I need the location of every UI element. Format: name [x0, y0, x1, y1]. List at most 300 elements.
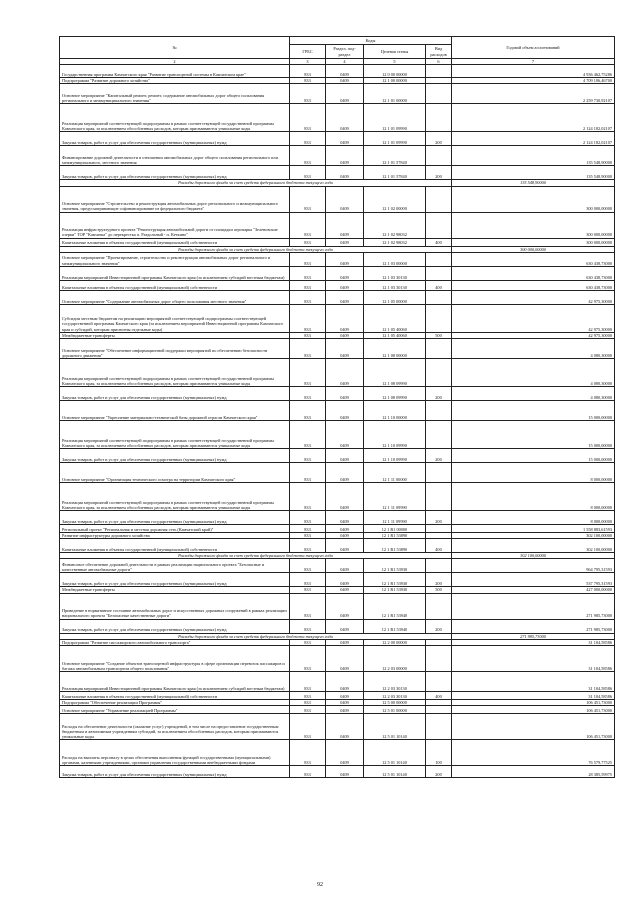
table-row — [60, 238, 615, 246]
row-target-article: 12 1 01 00000 — [364, 84, 426, 104]
row-amount: 300 000,00000 — [452, 186, 615, 212]
row-description: Подпрограмма "Развитие пассажирского автомобильного транспорта" — [60, 639, 290, 645]
row-expense-type: 500 — [426, 332, 452, 338]
row-target-article: 12 1 R1 53940 — [364, 593, 426, 619]
row-target-article: 12 1 11 09990 — [364, 483, 426, 511]
row-section: 0409 — [326, 238, 364, 246]
row-target-article: 12 1 10 00000 — [364, 401, 426, 421]
row-amount: 76 579,77525 — [452, 740, 615, 766]
row-amount: 302 100,00000 — [452, 539, 615, 553]
row-amount: 31 104,58586 — [452, 646, 615, 672]
row-expense-type: 200 — [426, 166, 452, 180]
row-expense-type: 500 — [426, 587, 452, 593]
table-row — [60, 573, 615, 587]
row-expense-type: 200 — [426, 766, 452, 778]
row-amount: 31 104,58586 — [452, 692, 615, 700]
table-row — [60, 421, 615, 449]
road-fund-note-text: Расходы дорожного фонда за счет средств федерального бюджета текущего года — [60, 633, 452, 639]
row-grbs: 833 — [290, 359, 326, 387]
row-grbs: 833 — [290, 132, 326, 146]
row-description: Закупка товаров, работ и услуг для обеспечения государственных (муниципальных) нужд — [60, 511, 290, 525]
table-row — [60, 401, 615, 421]
column-number: 7 — [452, 59, 615, 65]
row-amount: 2 124 182,02107 — [452, 132, 615, 146]
row-amount: 4 080,30000 — [452, 359, 615, 387]
row-amount: 135 548,90000 — [452, 146, 615, 166]
row-expense-type — [426, 186, 452, 212]
row-expense-type: 200 — [426, 511, 452, 525]
row-section: 0409 — [326, 212, 364, 238]
row-grbs: 833 — [290, 483, 326, 511]
row-target-article: 12 1 08 09990 — [364, 387, 426, 401]
row-amount: 135 548,90000 — [452, 166, 615, 180]
row-grbs: 833 — [290, 700, 326, 706]
row-target-article: 12 5 00 00000 — [364, 700, 426, 706]
row-grbs: 833 — [290, 212, 326, 238]
row-amount: 8 000,00000 — [452, 483, 615, 511]
table-row — [60, 483, 615, 511]
row-amount: 15 000,00000 — [452, 449, 615, 463]
row-section: 0409 — [326, 463, 364, 483]
row-section: 0409 — [326, 132, 364, 146]
row-target-article: 12 1 R1 53890 — [364, 539, 426, 553]
row-description: Основное мероприятие "Содержание автомобильных дорог общего пользования местного значения" — [60, 290, 290, 304]
row-target-article: 12 1 R1 53930 — [364, 573, 426, 587]
row-grbs: 833 — [290, 104, 326, 132]
table-row — [60, 740, 615, 766]
row-description: Подпрограмма "Обеспечение реализации Программы" — [60, 700, 290, 706]
row-expense-type — [426, 252, 452, 266]
row-section: 0409 — [326, 706, 364, 714]
column-header-amount: Годовой объем ассигнований — [452, 37, 615, 59]
row-description: Реализация мероприятий соответствующей подпрограммы в рамках соответствующей государственной программы Камчатского края, за исключением обособленных расходов, которым присваиваются уникальные коды — [60, 359, 290, 387]
row-description: Капитальные вложения в объекты государственной (муниципальной) собственности — [60, 280, 290, 290]
row-target-article: 12 1 05 40060 — [364, 304, 426, 332]
row-grbs: 833 — [290, 539, 326, 553]
row-amount: 537 795,31593 — [452, 573, 615, 587]
row-section: 0409 — [326, 332, 364, 338]
row-description: Основное мероприятие "Управление реализацией Программы" — [60, 706, 290, 714]
row-target-article: 12 1 08 09990 — [364, 359, 426, 387]
row-amount: 2 124 182,02107 — [452, 104, 615, 132]
page-number: 92 — [317, 882, 323, 888]
row-expense-type — [426, 339, 452, 359]
column-number: 2 — [60, 59, 290, 65]
row-section: 0409 — [326, 619, 364, 633]
row-amount: 8 000,00000 — [452, 463, 615, 483]
row-grbs: 833 — [290, 186, 326, 212]
table-row — [60, 146, 615, 166]
road-fund-note-amount: 302 100,00000 — [452, 553, 615, 559]
row-description: Закупка товаров, работ и услуг для обеспечения государственных (муниципальных) нужд — [60, 449, 290, 463]
table-row — [60, 280, 615, 290]
column-number: 6 — [426, 59, 452, 65]
row-description: Реализация мероприятий соответствующей подпрограммы в рамках соответствующей государственной программы Камчатского края, за исключением обособленных расходов, которым присваиваются уникальные коды — [60, 421, 290, 449]
row-section: 0409 — [326, 65, 364, 78]
row-target-article: 12 1 02 00000 — [364, 186, 426, 212]
table-row — [60, 672, 615, 692]
row-expense-type — [426, 483, 452, 511]
row-expense-type — [426, 266, 452, 280]
row-description: Межбюджетные трансферты — [60, 332, 290, 338]
row-grbs: 833 — [290, 619, 326, 633]
row-amount: 630 438,73000 — [452, 252, 615, 266]
row-grbs: 833 — [290, 166, 326, 180]
row-description: Закупка товаров, работ и услуг для обеспечения государственных (муниципальных) нужд — [60, 619, 290, 633]
row-amount: 4 709 106,46700 — [452, 78, 615, 84]
road-fund-note-text: Расходы дорожного фонда за счет средств федерального бюджета текущего года — [60, 553, 452, 559]
row-target-article: 12 1 01 09990 — [364, 132, 426, 146]
row-description: Основное мероприятие "Проектирование, строительство и реконструкция автомобильных дорог регионального и межмуниципального значения" — [60, 252, 290, 266]
column-number: 4 — [326, 59, 364, 65]
row-expense-type: 200 — [426, 449, 452, 463]
table-row — [60, 166, 615, 180]
row-description: Государственная программа Камчатского края "Развитие транспортной системы в Камчатском крае" — [60, 65, 290, 78]
row-section: 0409 — [326, 304, 364, 332]
row-description: Финансирование дорожной деятельности в отношении автомобильных дорог общего пользования регионального или межмуниципального, местного значения — [60, 146, 290, 166]
table-row — [60, 387, 615, 401]
table-row — [60, 463, 615, 483]
table-row — [60, 186, 615, 212]
road-fund-note-text: Расходы дорожного фонда за счет средств федерального бюджета текущего года — [60, 180, 452, 186]
row-description: Основное мероприятие "Капитальный ремонт, ремонт, содержание автомобильных дорог общего пользования регионального и межмуниципального значения" — [60, 84, 290, 104]
row-expense-type — [426, 304, 452, 332]
row-grbs: 833 — [290, 449, 326, 463]
row-target-article: 12 1 11 09990 — [364, 511, 426, 525]
table-row — [60, 559, 615, 573]
row-expense-type — [426, 290, 452, 304]
row-target-article: 12 0 00 00000 — [364, 65, 426, 78]
row-description: Реализация инфраструктурного проекта "Реконструкция автомобильной дороги от площадки агропарка "Зеленовские озерки" ТОР "Камчатка" до перекрестка п. Раздольный - п. Кеткино" — [60, 212, 290, 238]
row-section: 0409 — [326, 573, 364, 587]
row-target-article: 12 1 11 00000 — [364, 463, 426, 483]
row-expense-type — [426, 421, 452, 449]
row-expense-type — [426, 593, 452, 619]
row-description: Закупка товаров, работ и услуг для обеспечения государственных (муниципальных) нужд — [60, 573, 290, 587]
row-expense-type — [426, 104, 452, 132]
row-grbs: 833 — [290, 593, 326, 619]
row-target-article: 12 5 01 10140 — [364, 766, 426, 778]
row-description: Реализация мероприятий Инвестиционной программы Камчатского края (за исключением субсидий местным бюджетам) — [60, 266, 290, 280]
road-fund-note-amount: 300 000,00000 — [452, 246, 615, 252]
row-section: 0409 — [326, 700, 364, 706]
row-section: 0409 — [326, 525, 364, 533]
row-target-article: 12 1 10 09990 — [364, 421, 426, 449]
row-section: 0409 — [326, 692, 364, 700]
row-grbs: 833 — [290, 646, 326, 672]
row-description: Реализация мероприятий Инвестиционной программы Камчатского края (за исключением субсидий местным бюджетам) — [60, 672, 290, 692]
table-row — [60, 646, 615, 672]
row-grbs: 833 — [290, 714, 326, 740]
column-number: 5 — [364, 59, 426, 65]
row-section: 0409 — [326, 339, 364, 359]
row-amount: 300 000,00000 — [452, 212, 615, 238]
row-target-article: 12 1 05 40060 — [364, 332, 426, 338]
row-section: 0409 — [326, 646, 364, 672]
row-expense-type — [426, 146, 452, 166]
table-row — [60, 65, 615, 78]
column-header-name — [60, 37, 290, 59]
row-grbs: 833 — [290, 290, 326, 304]
row-amount: 4 080,30000 — [452, 339, 615, 359]
row-target-article: 12 1 R1 53940 — [364, 619, 426, 633]
row-grbs: 833 — [290, 146, 326, 166]
row-grbs: 833 — [290, 573, 326, 587]
row-grbs: 833 — [290, 421, 326, 449]
row-grbs: 833 — [290, 84, 326, 104]
row-section: 0409 — [326, 166, 364, 180]
row-section: 0409 — [326, 421, 364, 449]
row-description: Развитие инфраструктуры дорожного хозяйства — [60, 533, 290, 539]
row-expense-type — [426, 525, 452, 533]
row-description: Подпрограмма "Развитие дорожного хозяйства" — [60, 78, 290, 84]
row-amount: 31 104,58586 — [452, 672, 615, 692]
row-target-article: 12 1 03 30130 — [364, 266, 426, 280]
row-grbs: 833 — [290, 280, 326, 290]
column-number: 3 — [290, 59, 326, 65]
row-amount: 28 385,59975 — [452, 766, 615, 778]
row-description: Капитальные вложения в объекты государственной (муниципальной) собственности — [60, 539, 290, 553]
row-section: 0409 — [326, 483, 364, 511]
row-description: Расходы на обеспечение деятельности (оказание услуг) учреждений, в том числе на предоставление государственным бюджетным и автономным учреждениям субсидий, за исключением обособленных расходов, которым присваиваются уникальные коды — [60, 714, 290, 740]
row-target-article: 12 2 03 30130 — [364, 672, 426, 692]
row-section: 0409 — [326, 252, 364, 266]
row-description: Финансовое обеспечение дорожной деятельности в рамках реализации национального проекта "Безопасные и качественные автомобильные дороги" — [60, 559, 290, 573]
table-row — [60, 266, 615, 280]
row-expense-type: 200 — [426, 387, 452, 401]
row-grbs: 833 — [290, 78, 326, 84]
row-section: 0409 — [326, 587, 364, 593]
column-header-codes: Коды — [290, 37, 452, 45]
road-fund-note-amount: 135 548,90000 — [452, 180, 615, 186]
column-header-target: Целевая статья — [364, 45, 426, 59]
column-header-grbs: ГРБС — [290, 45, 326, 59]
row-section: 0409 — [326, 78, 364, 84]
column-header-number-label: № — [172, 44, 177, 50]
row-target-article: 12 5 01 10140 — [364, 714, 426, 740]
row-expense-type — [426, 65, 452, 78]
row-amount: 2 259 730,92107 — [452, 84, 615, 104]
row-section: 0409 — [326, 511, 364, 525]
row-target-article: 12 2 03 30130 — [364, 692, 426, 700]
row-target-article: 12 5 01 00000 — [364, 706, 426, 714]
table-row — [60, 104, 615, 132]
row-target-article: 12 1 10 09990 — [364, 449, 426, 463]
row-description: Капитальные вложения в объекты государственной (муниципальной) собственности — [60, 238, 290, 246]
row-grbs: 833 — [290, 387, 326, 401]
table-row — [60, 84, 615, 104]
row-amount: 630 438,73000 — [452, 266, 615, 280]
row-target-article: 12 2 00 00000 — [364, 639, 426, 645]
table-row — [60, 766, 615, 778]
row-grbs: 833 — [290, 339, 326, 359]
row-description: Основное мероприятие "Укрепление материально-технической базы дорожной отрасли Камчатского края" — [60, 401, 290, 421]
row-target-article: 12 1 R1 00000 — [364, 525, 426, 533]
row-grbs: 833 — [290, 525, 326, 533]
row-amount: 42 975,30000 — [452, 304, 615, 332]
row-expense-type: 200 — [426, 619, 452, 633]
row-section: 0409 — [326, 266, 364, 280]
table-row — [60, 252, 615, 266]
row-expense-type — [426, 212, 452, 238]
row-amount: 630 438,73000 — [452, 280, 615, 290]
row-expense-type: 400 — [426, 539, 452, 553]
row-target-article: 12 1 02 98032 — [364, 212, 426, 238]
table-row — [60, 359, 615, 387]
row-description: Реализация мероприятий соответствующей подпрограммы в рамках соответствующей государственной программы Камчатского края, за исключением обособленных расходов, которым присваиваются уникальные коды — [60, 483, 290, 511]
row-amount: 300 000,00000 — [452, 238, 615, 246]
row-description: Основное мероприятие "Создание объектов транспортной инфраструктуры в сфере организации перевозок пассажиров и багажа автомобильным транспортом общего пользования" — [60, 646, 290, 672]
row-target-article: 12 1 03 30130 — [364, 280, 426, 290]
row-amount: 106 451,73000 — [452, 700, 615, 706]
table-body — [60, 65, 615, 778]
row-description: Закупка товаров, работ и услуг для обеспечения государственных (муниципальных) нужд — [60, 166, 290, 180]
row-section: 0409 — [326, 539, 364, 553]
row-amount: 302 100,00000 — [452, 533, 615, 539]
row-grbs: 833 — [290, 401, 326, 421]
row-description: Основное мероприятие "Обеспечение информационной поддержки мероприятий по обеспечению безопасности дорожного движения" — [60, 339, 290, 359]
row-grbs: 833 — [290, 304, 326, 332]
row-amount: 4 936 462,75286 — [452, 65, 615, 78]
table-row — [60, 692, 615, 700]
row-amount: 1 558 883,61593 — [452, 525, 615, 533]
row-target-article: 12 5 01 10140 — [364, 740, 426, 766]
row-target-article: 12 1 05 00000 — [364, 290, 426, 304]
row-description: Закупка товаров, работ и услуг для обеспечения государственных (муниципальных) нужд — [60, 387, 290, 401]
row-target-article: 12 1 03 00000 — [364, 252, 426, 266]
table-row — [60, 539, 615, 553]
column-header-section: Раздел, под-раздел — [326, 45, 364, 59]
row-target-article: 12 1 R1 53930 — [364, 587, 426, 593]
table-row — [60, 593, 615, 619]
row-expense-type — [426, 672, 452, 692]
row-target-article: 12 1 R1 53890 — [364, 533, 426, 539]
row-description: Основное мероприятие "Организация технического осмотра на территории Камчатского края" — [60, 463, 290, 483]
row-expense-type: 100 — [426, 740, 452, 766]
row-grbs: 833 — [290, 692, 326, 700]
row-section: 0409 — [326, 387, 364, 401]
row-description: Реализация мероприятий соответствующей подпрограммы в рамках соответствующей государственной программы Камчатского края, за исключением обособленных расходов, которым присваиваются уникальные коды — [60, 104, 290, 132]
row-grbs: 833 — [290, 252, 326, 266]
row-section: 0409 — [326, 280, 364, 290]
row-section: 0409 — [326, 401, 364, 421]
row-section: 0409 — [326, 104, 364, 132]
row-grbs: 833 — [290, 65, 326, 78]
row-amount: 4 080,30000 — [452, 387, 615, 401]
row-grbs: 833 — [290, 463, 326, 483]
row-section: 0409 — [326, 714, 364, 740]
row-target-article: 12 1 01 57840 — [364, 146, 426, 166]
row-target-article: 12 1 02 98032 — [364, 238, 426, 246]
row-description: Субсидии местным бюджетам на реализацию мероприятий соответствующей подпрограммы соответствующей государственной программы Камчатского края (за исключением мероприятий Инвестиционной программы Камчатского края и субсидий, которым присвоены отдельные коды) — [60, 304, 290, 332]
row-description: Закупка товаров, работ и услуг для обеспечения государственных (муниципальных) нужд — [60, 132, 290, 146]
row-expense-type — [426, 559, 452, 573]
row-expense-type — [426, 401, 452, 421]
row-section: 0409 — [326, 766, 364, 778]
table-row — [60, 714, 615, 740]
row-target-article: 12 1 00 00000 — [364, 78, 426, 84]
row-grbs: 833 — [290, 332, 326, 338]
row-grbs: 833 — [290, 533, 326, 539]
row-section: 0409 — [326, 186, 364, 212]
row-section: 0409 — [326, 559, 364, 573]
road-fund-note-text: Расходы дорожного фонда за счет средств федерального бюджета текущего года — [60, 246, 452, 252]
row-section: 0409 — [326, 533, 364, 539]
table-row — [60, 511, 615, 525]
budget-table-sheet — [59, 36, 614, 778]
row-grbs: 833 — [290, 559, 326, 573]
row-description: Расходы на выплаты персоналу в целях обеспечения выполнения функций государственными (муниципальными) органами, казенными учреждениями, органами управления государственными внебюджетными фондами — [60, 740, 290, 766]
row-grbs: 833 — [290, 511, 326, 525]
row-amount: 964 795,31593 — [452, 559, 615, 573]
row-grbs: 833 — [290, 266, 326, 280]
row-grbs: 833 — [290, 740, 326, 766]
row-grbs: 833 — [290, 639, 326, 645]
table-row — [60, 449, 615, 463]
row-amount: 42 975,30000 — [452, 290, 615, 304]
row-expense-type — [426, 84, 452, 104]
table-row — [60, 132, 615, 146]
table-row — [60, 619, 615, 633]
row-grbs: 833 — [290, 706, 326, 714]
row-amount: 8 000,00000 — [452, 511, 615, 525]
row-amount: 427 000,00000 — [452, 587, 615, 593]
row-amount: 31 104,58586 — [452, 639, 615, 645]
row-expense-type — [426, 706, 452, 714]
row-expense-type — [426, 359, 452, 387]
budget-allocation-table — [59, 36, 615, 778]
row-target-article: 12 1 08 00000 — [364, 339, 426, 359]
row-section: 0409 — [326, 359, 364, 387]
row-section: 0409 — [326, 593, 364, 619]
row-description: Межбюджетные трансферты — [60, 587, 290, 593]
row-expense-type: 400 — [426, 238, 452, 246]
row-expense-type: 400 — [426, 280, 452, 290]
row-amount: 106 451,73000 — [452, 714, 615, 740]
row-target-article: 12 1 01 57840 — [364, 166, 426, 180]
row-grbs: 833 — [290, 238, 326, 246]
row-section: 0409 — [326, 449, 364, 463]
row-amount: 42 975,30000 — [452, 332, 615, 338]
row-section: 0409 — [326, 84, 364, 104]
row-description: Капитальные вложения в объекты государственной (муниципальной) собственности — [60, 692, 290, 700]
row-amount: 106 451,73000 — [452, 706, 615, 714]
row-grbs: 833 — [290, 766, 326, 778]
table-row — [60, 304, 615, 332]
table-row — [60, 706, 615, 714]
row-expense-type: 200 — [426, 132, 452, 146]
road-fund-note-amount: 271 985,73000 — [452, 633, 615, 639]
row-amount: 15 000,00000 — [452, 401, 615, 421]
row-expense-type — [426, 463, 452, 483]
column-header-vr: Вид расходов — [426, 45, 452, 59]
row-amount: 271 985,73000 — [452, 619, 615, 633]
row-description: Закупка товаров, работ и услуг для обеспечения государственных (муниципальных) нужд — [60, 766, 290, 778]
table-row — [60, 525, 615, 533]
row-section: 0409 — [326, 639, 364, 645]
row-expense-type: 400 — [426, 692, 452, 700]
row-section: 0409 — [326, 740, 364, 766]
row-grbs: 833 — [290, 587, 326, 593]
table-row — [60, 212, 615, 238]
row-target-article: 12 1 R1 53930 — [364, 559, 426, 573]
row-section: 0409 — [326, 146, 364, 166]
row-section: 0409 — [326, 672, 364, 692]
row-description: Приведение в нормативное состояние автомобильных дорог и искусственных дорожных сооружений в рамках реализации национального проекта "Безопасные качественные дороги" — [60, 593, 290, 619]
row-section: 0409 — [326, 290, 364, 304]
row-target-article: 12 1 01 09990 — [364, 104, 426, 132]
row-target-article: 12 2 03 00000 — [364, 646, 426, 672]
